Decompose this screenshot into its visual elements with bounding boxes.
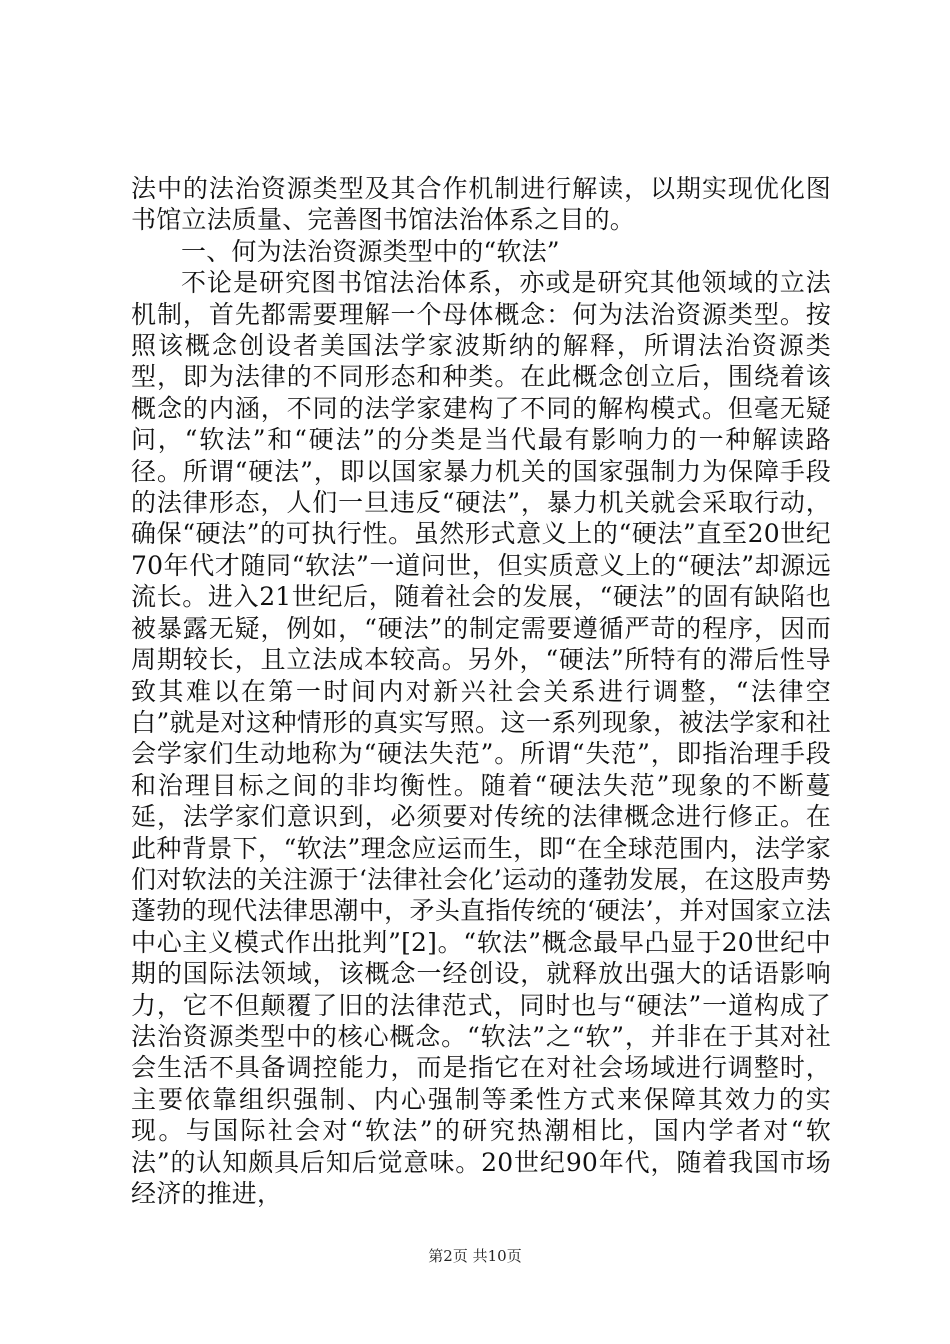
paragraph-continuation: 法中的法治资源类型及其合作机制进行解读，以期实现优化图书馆立法质量、完善图书馆法治体系之目的。 <box>131 174 831 235</box>
paragraph-main: 不论是研究图书馆法治体系，亦或是研究其他领域的立法机制，首先都需要理解一个母体概念：何为法治资源类型。按照该概念创设者美国法学家波斯纳的解释，所谓法治资源类型，即为法律的不同形态和种类。在此概念创立后，围绕着该概念的内涵，不同的法学家建构了不同的解构模式。但毫无疑问，“软法”和“硬法”的分类是当代最有影响力的一种解读路径。所谓“硬法”，即以国家暴力机关的国家强制力为保障手段的法律形态，人们一旦违反“硬法”，暴力机关就会采取行动，确保“硬法”的可执行性。虽然形式意义上的“硬法”直至20世纪70年代才随同“软法”一道问世，但实质意义上的“硬法”却源远流长。进入21世纪后，随着社会的发展，“硬法”的固有缺陷也被暴露无疑，例如，“硬法”的制定需要遵循严苛的程序，因而周期较长，且立法成本较高。另外，“硬法”所特有的滞后性导致其难以在第一时间内对新兴社会关系进行调整，“法律空白”就是对这种情形的真实写照。这一系列现象，被法学家和社会学家们生动地称为“硬法失范”。所谓“失范”，即指治理手段和治理目标之间的非均衡性。随着“硬法失范”现象的不断蔓延，法学家们意识到，必须要对传统的法律概念进行修正。在此种背景下，“软法”理念应运而生，即“在全球范围内，法学家们对软法的关注源于‘法律社会化’运动的蓬勃发展，在这股声势蓬勃的现代法律思潮中，矛头直指传统的‘硬法’，并对国家立法中心主义模式作出批判”[2]。“软法”概念最早凸显于20世纪中期的国际法领域，该概念一经创设，就释放出强大的话语影响力，它不但颠覆了旧的法律范式，同时也与“硬法”一道构成了法治资源类型中的核心概念。“软法”之“软”，并非在于其对社会生活不具备调控能力，而是指它在对社会场域进行调整时，主要依靠组织强制、内心强制等柔性方式来保障其效力的实现。与国际社会对“软法”的研究热潮相比，国内学者对“软法”的认知颇具后知后觉意味。20世纪90年代，随着我国市场经济的推进， <box>131 268 831 1208</box>
section-heading: 一、何为法治资源类型中的“软法” <box>181 236 560 266</box>
page-footer <box>0 1245 950 1266</box>
page-number: 第2页 共10页 <box>428 1247 522 1265</box>
body-text <box>131 173 831 1209</box>
